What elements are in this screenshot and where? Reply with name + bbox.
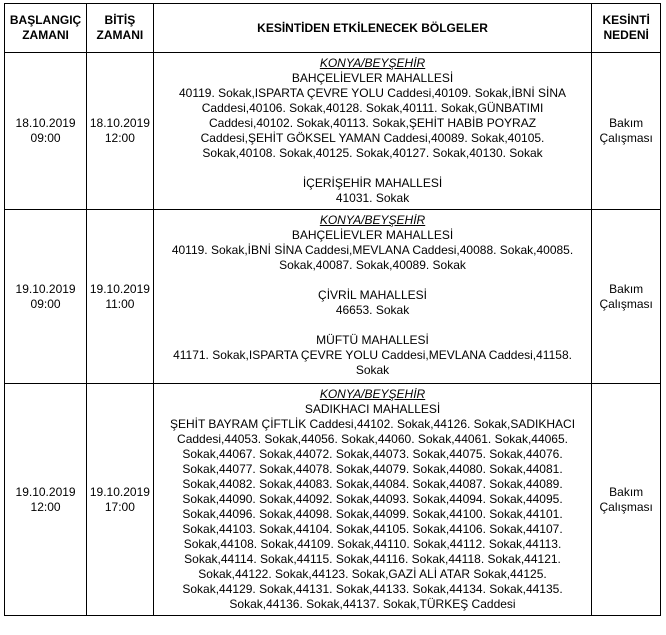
neighborhood-name: İÇERİŞEHİR MAHALLESİ [302,176,443,190]
regions-cell [153,210,592,384]
header-start-time: BAŞLANGIÇ ZAMANI [5,4,87,53]
neighborhood-block [156,176,590,206]
regions-cell [153,384,592,616]
street-list-line: Sokak [355,363,390,377]
street-list-line: 40119. Sokak,İBNİ SİNA Caddesi,MEVLANA Caddesi,40088. Sokak,40085. [171,243,574,257]
neighborhood-name: BAHÇELİEVLER MAHALLESİ [291,71,454,85]
street-list-line: Sokak,44122. Sokak,44123. Sokak,GAZİ ALİ ATAR Sokak,44125. [198,567,547,581]
regions-cell [153,53,592,210]
table-row [5,384,661,616]
street-list-line: Sokak,44067. Sokak,44072. Sokak,44073. Sokak,44075. Sokak,44076. [182,447,563,461]
street-list-line: Sokak,44090. Sokak,44092. Sokak,44093. Sokak,44094. Sokak,44095. [182,492,563,506]
street-list-line: Sokak,40108. Sokak,40125. Sokak,40127. Sokak,40130. Sokak [202,146,543,160]
street-list-line: Caddesi,44053. Sokak,44056. Sokak,44060. Sokak,44061. Sokak,44065. [177,432,568,446]
street-list-line: Sokak,44108. Sokak,44109. Sokak,44110. Sokak,44112. Sokak,44113. [183,537,562,551]
street-list-line: Sokak,44103. Sokak,44104. Sokak,44105. Sokak,44106. Sokak,44107. [182,522,563,536]
street-list-line: 46653. Sokak [335,303,410,317]
street-list-line: 41171. Sokak,ISPARTA ÇEVRE YOLU Caddesi,MEVLANA Caddesi,41158. [173,348,572,362]
neighborhood-block [156,333,590,378]
street-list-line: 41031. Sokak [335,191,410,205]
city-name: KONYA/BEYŞEHİR [319,387,426,401]
start-time-cell: 18.10.2019 09:00 [5,53,87,210]
street-list-line: Sokak,44082. Sokak,44083. Sokak,44084. Sokak,44087. Sokak,44089. [182,477,563,491]
neighborhood-block [156,228,590,273]
street-list-line: Caddesi,ŞEHİT GÖKSEL YAMAN Caddesi,40089. Sokak,40105. [200,131,545,145]
end-time-cell: 19.10.2019 17:00 [87,384,154,616]
city-name: KONYA/BEYŞEHİR [319,213,426,227]
neighborhood-name: SADIKHACI MAHALLESİ [304,402,441,416]
start-time-cell: 19.10.2019 09:00 [5,210,87,384]
street-list-line: Sokak,44129. Sokak,44131. Sokak,44133. Sokak,44134. Sokak,44135. [182,582,563,596]
table-row [5,210,661,384]
table-row [5,53,661,210]
street-list-line: Sokak,40087. Sokak,40089. Sokak [279,258,466,272]
reason-cell: Bakım Çalışması [592,384,661,616]
start-time-cell: 19.10.2019 12:00 [5,384,87,616]
end-time-cell: 19.10.2019 11:00 [87,210,154,384]
neighborhood-block [156,288,590,318]
city-name: KONYA/BEYŞEHİR [319,56,426,70]
street-list-line: Caddesi,40102. Sokak,40113. Sokak,ŞEHİT HABİB POYRAZ [208,116,537,130]
neighborhood-name: BAHÇELİEVLER MAHALLESİ [291,228,454,242]
street-list-line: Sokak,44077. Sokak,44078. Sokak,44079. Sokak,44080. Sokak,44081. [182,462,563,476]
street-list-line: Sokak,44114. Sokak,44115. Sokak,44116. Sokak,44118. Sokak,44121. [184,552,561,566]
street-list-line: ŞEHİT BAYRAM ÇİFTLİK Caddesi,44102. Sokak,44126. Sokak,SADIKHACI [169,417,576,431]
neighborhood-name: MÜFTÜ MAHALLESİ [316,333,429,347]
outage-table-wrapper [4,3,661,616]
header-row [5,4,661,53]
neighborhood-block [156,71,590,161]
outage-table [4,3,661,616]
reason-cell: Bakım Çalışması [592,210,661,384]
street-list-line: Sokak,44136. Sokak,44137. Sokak,TÜRKEŞ Caddesi [229,597,516,611]
neighborhood-name: ÇİVRİL MAHALLESİ [318,288,427,302]
street-list-line: Sokak,44096. Sokak,44098. Sokak,44099. Sokak,44100. Sokak,44101. [182,507,563,521]
street-list-line: 40119. Sokak,ISPARTA ÇEVRE YOLU Caddesi,40109. Sokak,İBNİ SİNA [178,86,567,100]
neighborhood-block [156,402,590,612]
header-end-time: BİTİŞ ZAMANI [87,4,154,53]
header-reason: KESİNTİ NEDENİ [592,4,661,53]
reason-cell: Bakım Çalışması [592,53,661,210]
header-regions: KESİNTİDEN ETKİLENECEK BÖLGELER [153,4,592,53]
end-time-cell: 18.10.2019 12:00 [87,53,154,210]
street-list-line: Caddesi,40106. Sokak,40128. Sokak,40111. Sokak,GÜNBATIMI [201,101,544,115]
